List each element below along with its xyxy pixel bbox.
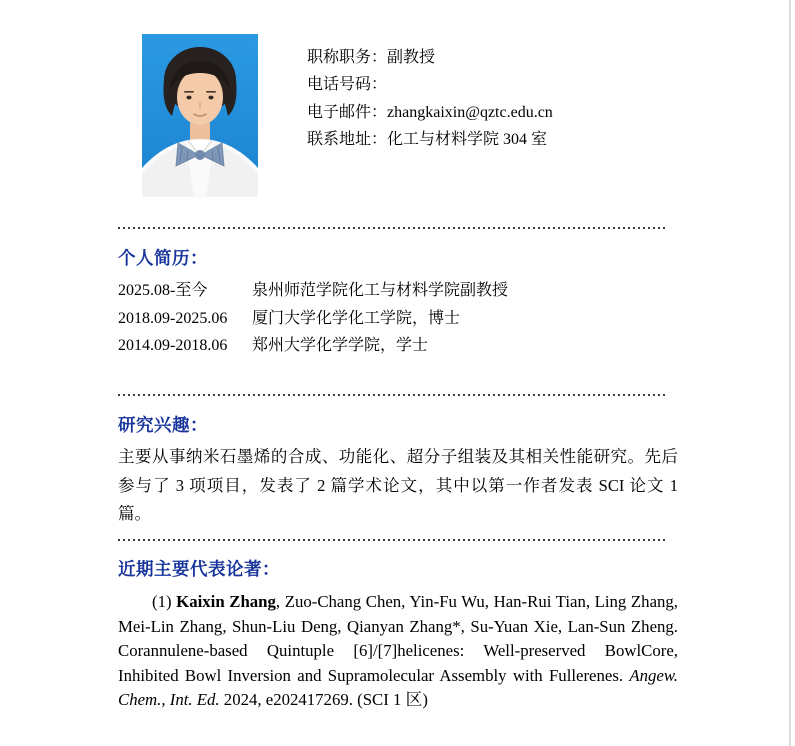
contact-label: 职称职务： bbox=[307, 49, 388, 66]
page-edge-line bbox=[789, 0, 791, 746]
contact-label: 联系地址： bbox=[307, 131, 388, 149]
section-heading-research-interests: 研究兴趣： bbox=[118, 415, 208, 435]
contact-row bbox=[307, 44, 553, 71]
publication-text-segment: 2024, e202417269. (SCI 1 区) bbox=[219, 690, 428, 710]
contact-row bbox=[307, 99, 553, 126]
research-interests-paragraph: 主要从事纳米石墨烯的合成、功能化、超分子组装及其相关性能研究。先后参与了 3 项项目，发表了 2 篇学术论文，其中以第一作者发表 SCI 论文 1 篇。 bbox=[118, 447, 678, 523]
resume-period: 2018.09-2025.06 bbox=[118, 309, 228, 327]
contact-value: zhangkaixin@qztc.edu.cn bbox=[387, 103, 553, 121]
resume-detail: 厦门大学化学化工学院，博士 bbox=[252, 309, 461, 327]
section-heading-resume: 个人简历： bbox=[118, 248, 208, 268]
contact-row bbox=[307, 126, 553, 153]
resume-detail: 郑州大学化学学院，学士 bbox=[252, 337, 429, 355]
resume-row bbox=[118, 305, 680, 333]
resume-row bbox=[118, 277, 680, 305]
dotted-separator bbox=[118, 227, 666, 229]
publication-entry bbox=[118, 590, 678, 713]
resume-row bbox=[118, 332, 680, 360]
contact-row bbox=[307, 71, 553, 98]
profile-photo bbox=[142, 34, 258, 197]
dotted-separator bbox=[118, 394, 666, 396]
contact-value: 副教授 bbox=[387, 49, 436, 66]
resume-period: 2025.08-至今 bbox=[118, 282, 208, 299]
resume-detail: 泉州师范学院化工与材料学院副教授 bbox=[252, 282, 509, 299]
contact-value: 化工与材料学院 304 室 bbox=[387, 131, 548, 149]
dotted-separator bbox=[118, 539, 666, 541]
publication-text-segment: , Zuo-Chang Chen, Yin-Fu Wu, Han-Rui Tian, Ling Zhang, Mei-Lin Zhang, Shun-Liu Deng, Qianyan Zhang*, Su-Yuan Xie, Lan-Sun Zheng. Corannulene-based Quintuple [6]/[7]helicenes: Well-preserved BowlCore, Inhibited Bowl Inversion and Supramolecular Assembly with Fullerenes. bbox=[118, 592, 678, 685]
section-heading-publications: 近期主要代表论著： bbox=[118, 559, 280, 579]
publication-text-segment: (1) bbox=[152, 592, 177, 611]
resume-period: 2014.09-2018.06 bbox=[118, 337, 228, 355]
publication-text-segment: Angew. Chem., Int. Ed. bbox=[118, 665, 678, 710]
contact-label: 电子邮件： bbox=[307, 103, 388, 121]
resume-timeline bbox=[118, 277, 680, 360]
contact-info bbox=[307, 44, 553, 154]
publication-text-segment: Kaixin Zhang bbox=[176, 592, 276, 611]
contact-label: 电话号码： bbox=[307, 76, 388, 94]
